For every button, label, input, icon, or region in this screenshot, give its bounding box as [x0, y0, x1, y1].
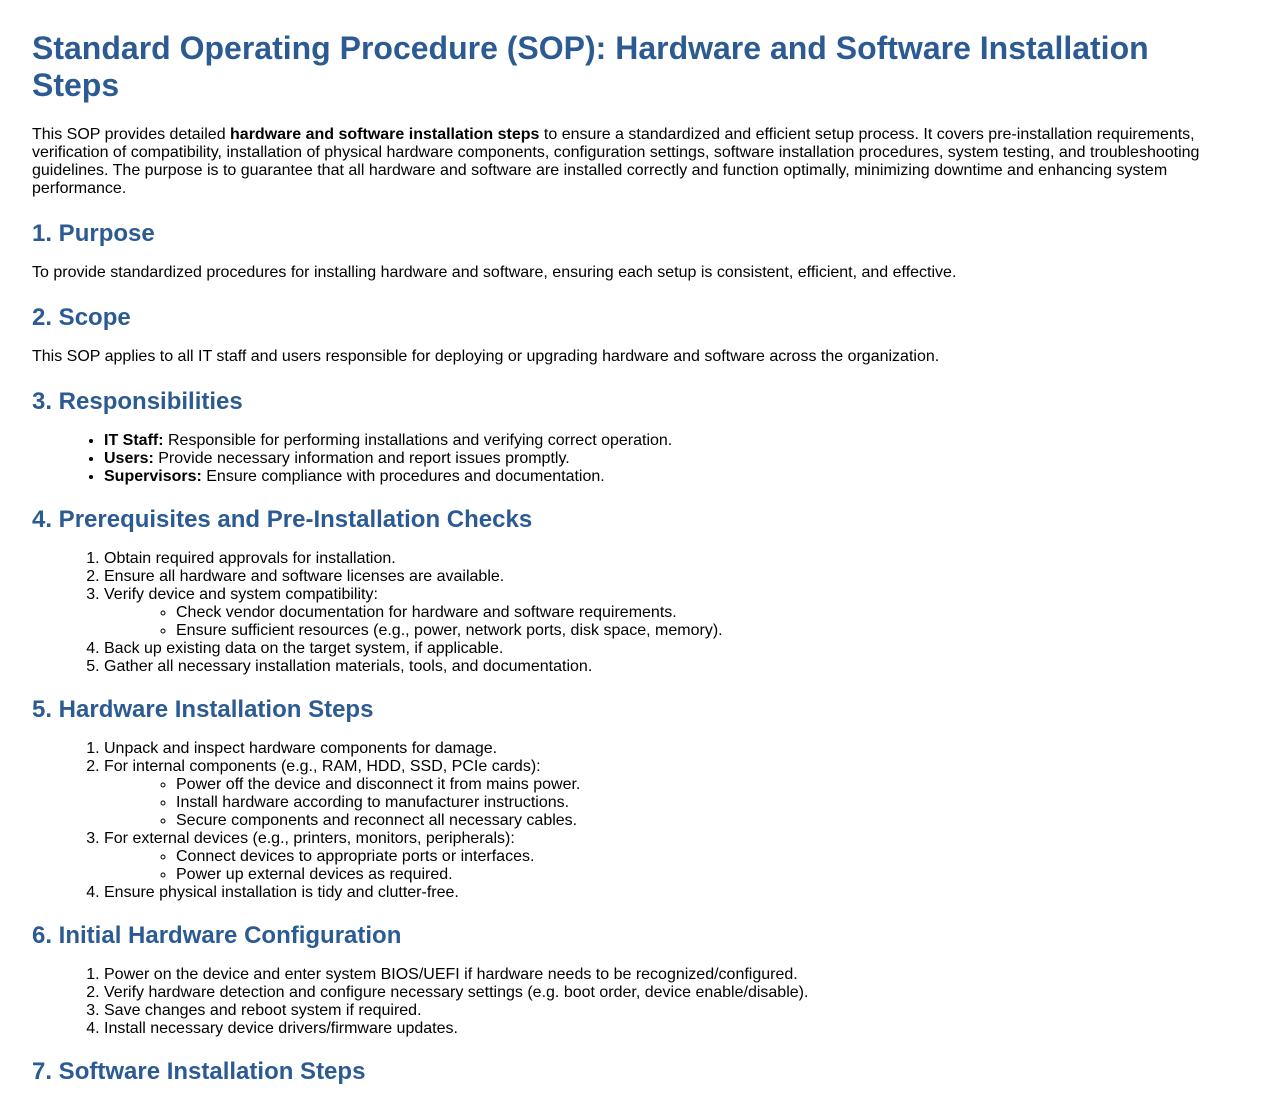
list-item: 1. Power on the device and enter system BIOS/UEFI if hardware needs to be recognized/configured. [104, 966, 1231, 984]
list-item-text: Obtain required approvals for installation. [104, 550, 396, 567]
purpose-text: To provide standardized procedures for installing hardware and software, ensuring each setup is consistent, efficient, and effective. [32, 264, 957, 281]
external-devices-sublist [104, 848, 1231, 884]
config-steps-list [32, 966, 1231, 1038]
scope-text: This SOP applies to all IT staff and users responsible for deploying or upgrading hardware and software across the organization. [32, 348, 940, 365]
page-title: Standard Operating Procedure (SOP): Hardware and Software Installation Steps [32, 30, 1149, 103]
list-item [104, 640, 1231, 658]
list-item-text: Ensure physical installation is tidy and clutter-free. [104, 884, 459, 901]
prerequisites-heading: 4. Prerequisites and Pre-Installation Checks [32, 506, 533, 533]
list-item [104, 432, 1231, 450]
list-item [104, 468, 1231, 486]
prerequisites-list [32, 550, 1231, 676]
list-item [104, 586, 1231, 640]
list-item-text: Ensure all hardware and software licenses are available. [104, 568, 505, 585]
list-item [104, 740, 1231, 758]
purpose-heading: 1. Purpose [32, 220, 155, 247]
intro-text-start: This SOP provides detailed [32, 126, 231, 143]
intro-bold-text: hardware and software installation steps [230, 126, 540, 143]
list-item [104, 758, 1231, 830]
role-description: Provide necessary information and report issues promptly. [153, 450, 570, 467]
role-description: Responsible for performing installations and verifying correct operation. [163, 432, 673, 449]
hardware-heading: 5. Hardware Installation Steps [32, 696, 374, 723]
list-item [104, 830, 1231, 884]
list-item [104, 450, 1231, 468]
list-item-text: For internal components (e.g., RAM, HDD, SSD, PCIe cards): [104, 758, 541, 775]
list-item: 3. Save changes and reboot system if required. [104, 1002, 1231, 1020]
intro-paragraph [32, 126, 1231, 198]
sub-list-item: ◦ Install hardware according to manufacturer instructions. [176, 794, 1231, 812]
hardware-steps-list [32, 740, 1231, 902]
responsibilities-list [32, 432, 1231, 486]
intro-text-end: to ensure a standardized and efficient setup process. It covers pre-installation requirements, verification of compatibility, installation of physical hardware components, configuration settings, software installation procedures, system testing, and troubleshooting guidelines. The purpose is to guarantee that all hardware and software are installed correctly and function optimally, minimizing downtime and enhancing system performance. [32, 126, 1200, 197]
sub-list-item: ◦ Power off the device and disconnect it from mains power. [176, 776, 1231, 794]
list-item [104, 550, 1231, 568]
sub-list-item: ◦ Connect devices to appropriate ports or interfaces. [176, 848, 1231, 866]
list-item [104, 658, 1231, 676]
role-label: Users: [104, 450, 154, 467]
sub-list-item: ◦ Ensure sufficient resources (e.g., power, network ports, disk space, memory). [176, 622, 1231, 640]
sub-list-item: ◦ Secure components and reconnect all necessary cables. [176, 812, 1231, 830]
role-description: Ensure compliance with procedures and documentation. [201, 468, 605, 485]
software-heading: 7. Software Installation Steps [32, 1058, 366, 1085]
list-item: 2. Verify hardware detection and configure necessary settings (e.g. boot order, device enable/disable). [104, 984, 1231, 1002]
role-label: IT Staff: [104, 432, 164, 449]
list-item [104, 884, 1231, 902]
role-label: Supervisors: [104, 468, 202, 485]
list-item-text: Gather all necessary installation materials, tools, and documentation. [104, 658, 593, 675]
internal-components-sublist [104, 776, 1231, 830]
config-heading: 6. Initial Hardware Configuration [32, 922, 402, 949]
list-item-text: Back up existing data on the target system, if applicable. [104, 640, 504, 657]
sub-list-item: ◦ Power up external devices as required. [176, 866, 1231, 884]
list-item-text: Verify device and system compatibility: [104, 586, 378, 603]
list-item-text: For external devices (e.g., printers, monitors, peripherals): [104, 830, 515, 847]
list-item-text: Unpack and inspect hardware components for damage. [104, 740, 498, 757]
scope-heading: 2. Scope [32, 304, 131, 331]
compatibility-sublist [104, 604, 1231, 640]
responsibilities-heading: 3. Responsibilities [32, 388, 243, 415]
sub-list-item: ◦ Check vendor documentation for hardware and software requirements. [176, 604, 1231, 622]
list-item [104, 568, 1231, 586]
list-item: 4. Install necessary device drivers/firmware updates. [104, 1020, 1231, 1038]
